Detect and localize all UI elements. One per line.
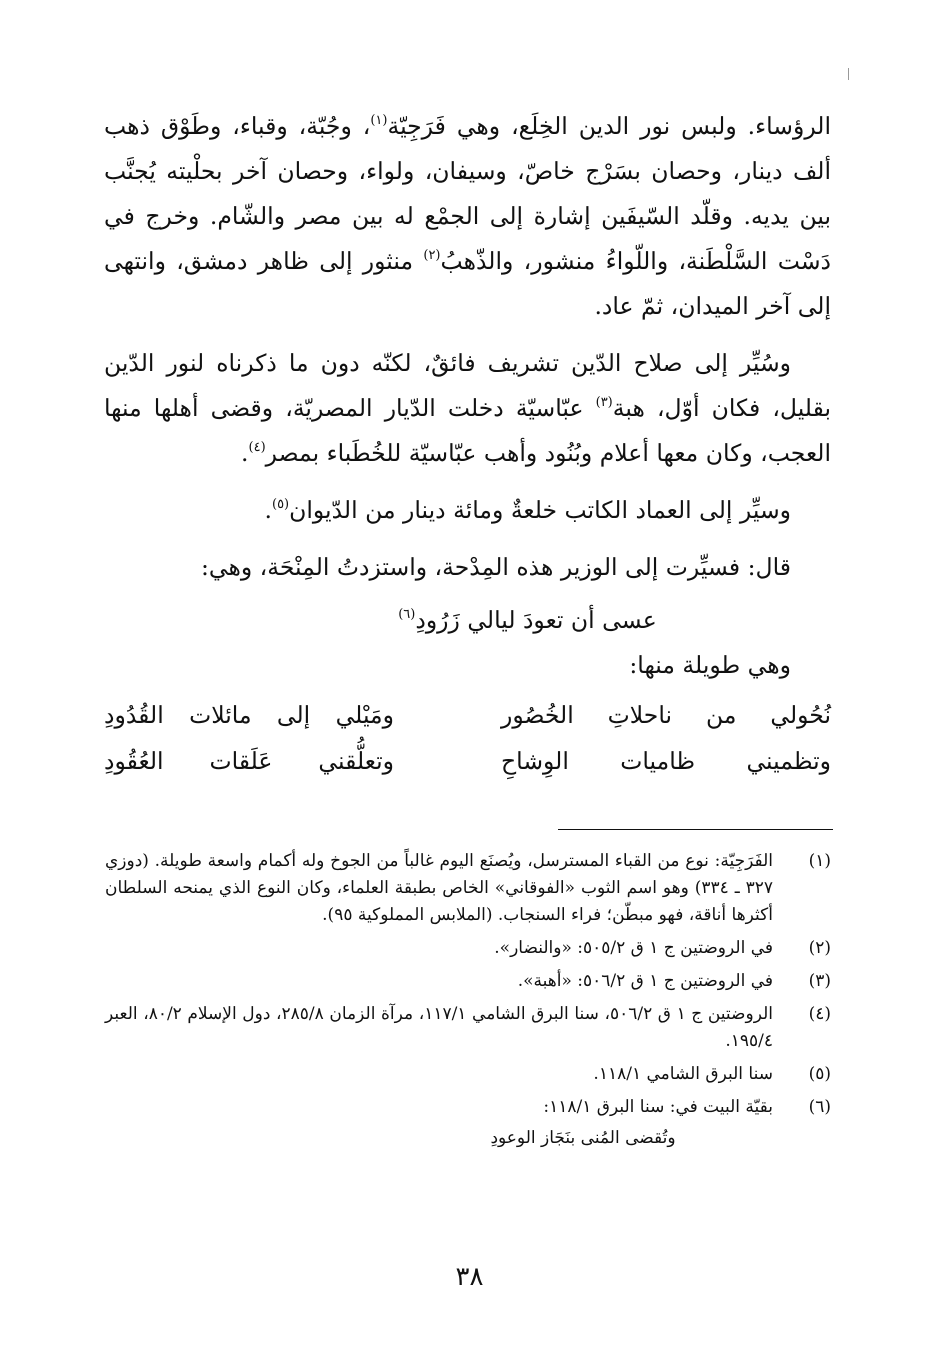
poem — [104, 692, 831, 784]
footnote-separator — [558, 829, 833, 830]
footnote-number: (٢) — [808, 938, 831, 958]
paragraph-3: وسيِّر إلى العماد الكاتب خلعةٌ ومائة دينار من الدّيوان$^{(٥)}$. — [264, 496, 791, 524]
footnote-5 — [105, 1061, 831, 1088]
poem-hemistich-left: وتعلُّقني عَلَقات العُقُودِ — [104, 747, 394, 775]
footnote-2 — [105, 935, 831, 962]
footnote-text: سنا البرق الشامي ١١٨/١. — [593, 1064, 773, 1084]
footnote-text: في الروضتين ج ١ ق ٥٠٦/٢: «أهبة». — [517, 971, 773, 991]
footnote-6 — [105, 1094, 831, 1121]
footnote-text: بقيّة البيت في: سنا البرق ١١٨/١: — [543, 1097, 773, 1117]
footnote-ref-2[interactable]: (٢) — [423, 248, 441, 263]
footnotes — [105, 848, 831, 1152]
footnote-4 — [105, 1001, 831, 1055]
footnote-number: (٦) — [808, 1097, 831, 1117]
paragraph-2: وسُيِّر إلى صلاح الدّين تشريف فائقٌ، لكنّه دون ما ذكرناه لنور الدّين بقليل، فكان أوّل، هبة$^{(٣)}$ عبّاسيّة دخلت الدّيار المصريّة، وقضى أهلها منها العجب، وكان معها أعلام وبُنُود وأهب عبّاسيّة للخُطَباء بمصر$^{(٤)}$. — [104, 349, 832, 467]
paragraph-5: وهي طويلة منها: — [629, 651, 791, 679]
poem-line — [104, 738, 831, 784]
poem-hemistich-left: ومَيْلي إلى مائلات القُدُودِ — [104, 701, 394, 729]
poem-hemistich-right: نُحُولي من ناحلاتِ الخُصُور — [501, 701, 831, 729]
footnote-text: الفَرَجِيّة: نوع من القباء المسترسل، ويُصنَع اليوم غالباً من الجوخ وله أكمام واسعة طويلة. (دوزي ٣٢٧ ـ ٣٣٤) وهو اسم الثوب «الفوقاني» الخاص بطبقة العلماء، وكان النوع الذي يمنحه السلطان أكثرها أناقة، فهو مبطّن؛ فراء السنجاب. (الملابس المملوكية ٩٥). — [105, 851, 773, 925]
footnote-ref-3[interactable]: (٣) — [595, 395, 613, 410]
poem-hemistich-right: وتظميني ظاميات الوِشاحِ — [501, 747, 831, 775]
footnote-ref-1[interactable]: (١) — [370, 113, 388, 128]
footnote-ref-4[interactable]: (٤) — [248, 440, 266, 455]
paragraph-1: الرؤساء. ولبس نور الدين الخِلَع، وهي فَرَجِيّة$^{(١)}$، وجُبّة، وقباء، وطَوْق ذهب ألف دينار، وحصان بسَرْج خاصّ، وسيفان، ولواء، وحصان آخر بحلْيته يُجنَّب بين يديه. وقلّد السّيفَين إشارة إلى الجمْع له بين مصر والشّام. وخرج في دَسْت السَّلْطَنة، واللّواءُ منشور، والذّهبُ$^{(٢)}$ منثور إلى ظاهر دمشق، وانتهى إلى آخر الميدان، ثمّ عاد. — [104, 112, 831, 320]
footnote-number: (١) — [808, 851, 831, 871]
footnote-text: الروضتين ج ١ ق ٥٠٦/٢، سنا البرق الشامي ١١٧/١، مرآة الزمان ٢٨٥/٨، دول الإسلام ٨٠/٢، العبر ١٩٥/٤. — [105, 1004, 773, 1051]
footnote-verse: وتُقضى المُنى بنَجَاز الوعودِ — [490, 1128, 676, 1148]
paragraph-4: قال: فسيِّرت إلى الوزير هذه المِدْحة، واستزدتُ المِنْحَة، وهي: — [200, 553, 791, 581]
poem-line — [104, 692, 831, 738]
footnote-1 — [105, 848, 831, 929]
footnote-ref-6[interactable]: (٦) — [398, 607, 416, 622]
main-text — [104, 104, 831, 784]
footnote-number: (٤) — [808, 1004, 831, 1024]
page-number: ٣٨ — [455, 1262, 484, 1292]
footnote-number: (٥) — [808, 1064, 831, 1084]
margin-mark — [848, 68, 849, 80]
footnote-ref-5[interactable]: (٥) — [271, 497, 290, 512]
footnote-text: في الروضتين ج ١ ق ٥٠٥/٢: «والنضار». — [494, 938, 773, 958]
footnote-3 — [105, 968, 831, 995]
footnote-number: (٣) — [808, 971, 831, 991]
verse-line: عسى أن تعودَ ليالي زَرُودِ$^{(٦)}$ — [398, 606, 657, 634]
